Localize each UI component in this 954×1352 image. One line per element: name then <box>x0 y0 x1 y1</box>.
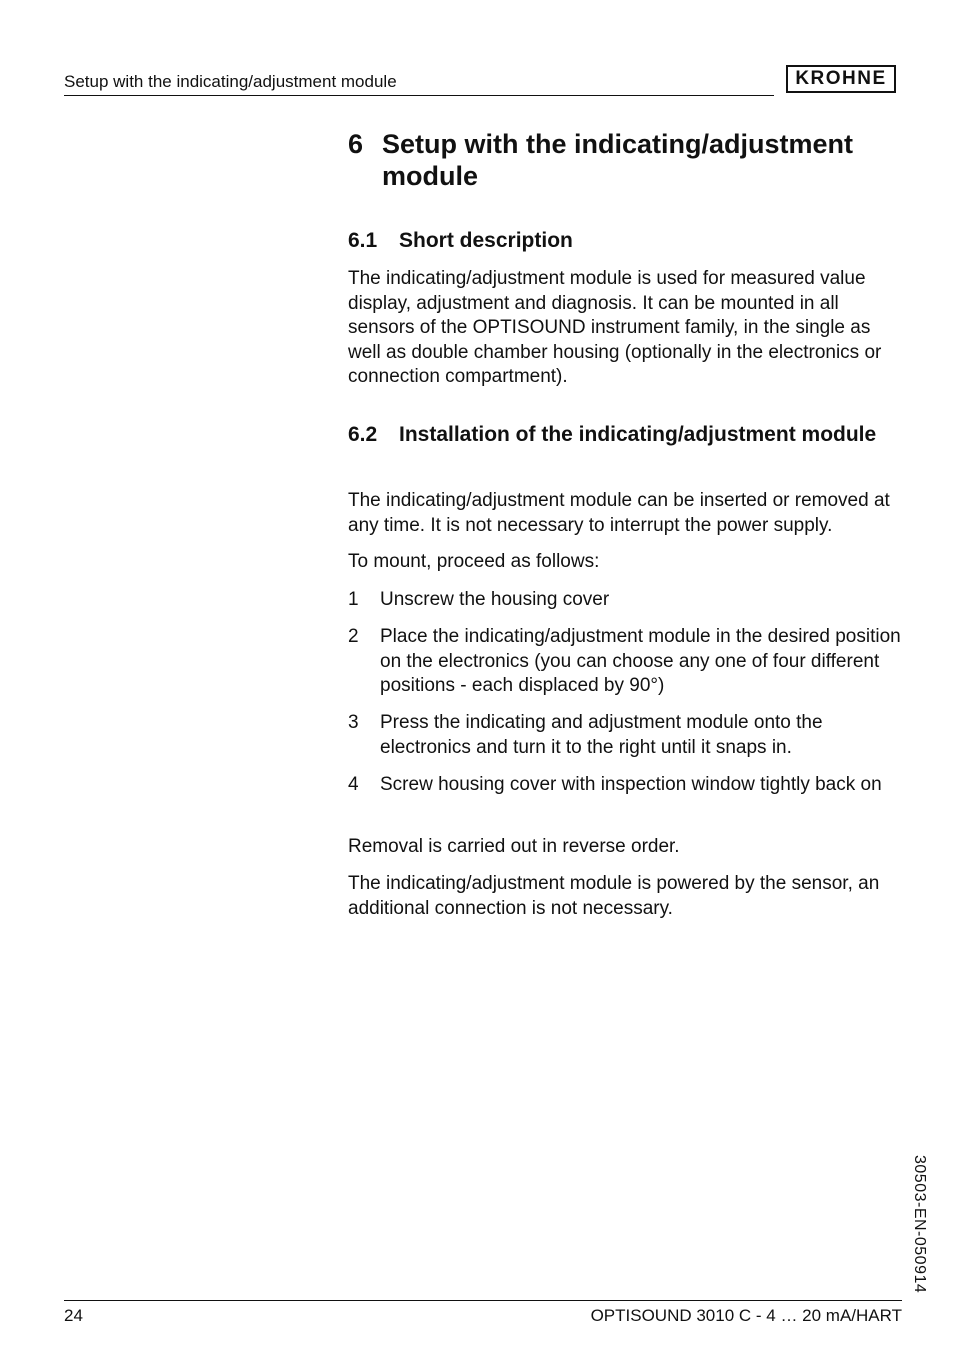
removal-paragraph: Removal is carried out in reverse order. <box>348 836 680 857</box>
footer-rule <box>64 1300 902 1301</box>
step-text: Place the indicating/adjustment module in the desired position on the electronics (you can choose any one of four different positions - each displaced by 90°) <box>380 626 901 696</box>
chapter-heading <box>348 128 908 192</box>
power-paragraph: The indicating/adjustment module is powered by the sensor, an additional connection is not necessary. <box>348 873 880 919</box>
step-text: Press the indicating and adjustment module onto the electronics and turn it to the right until it snaps in. <box>380 712 823 758</box>
short-description-paragraph: The indicating/adjustment module is used for measured value display, adjustment and diagnosis. It can be mounted in all sensors of the OPTISOUND instrument family, in the single as well as double chamber housing (optionally in the electronics or connection compartment). <box>348 268 882 387</box>
chapter-title: Setup with the indicating/adjustment module <box>382 129 854 191</box>
section-number: 6.2 <box>348 423 378 446</box>
section-title: Installation of the indicating/adjustment module <box>399 423 877 446</box>
krohne-logo: KROHNE <box>786 65 896 93</box>
step-text: Screw housing cover with inspection window tightly back on <box>380 774 882 795</box>
installation-intro-paragraph: The indicating/adjustment module can be inserted or removed at any time. It is not necessary to interrupt the power supply. <box>348 490 890 536</box>
step-number: 1 <box>348 589 359 610</box>
header-rule <box>64 95 774 96</box>
section-number: 6.1 <box>348 229 378 252</box>
page-number: 24 <box>64 1306 83 1325</box>
list-item <box>348 588 908 613</box>
product-name: OPTISOUND 3010 C - 4 … 20 mA/HART <box>590 1306 902 1325</box>
step-number: 4 <box>348 774 359 795</box>
list-item <box>348 711 908 760</box>
section-title: Short description <box>399 229 573 252</box>
document-id: 30503-EN-050914 <box>911 1155 928 1294</box>
mount-lead-paragraph: To mount, proceed as follows: <box>348 551 600 572</box>
list-item <box>348 773 908 798</box>
step-text: Unscrew the housing cover <box>380 589 610 610</box>
list-item <box>348 625 908 699</box>
running-header: Setup with the indicating/adjustment module <box>64 72 397 91</box>
step-number: 2 <box>348 626 359 647</box>
chapter-number: 6 <box>348 129 364 159</box>
section-heading-6-2 <box>348 421 908 449</box>
section-heading-6-1 <box>348 227 908 255</box>
step-number: 3 <box>348 712 359 733</box>
